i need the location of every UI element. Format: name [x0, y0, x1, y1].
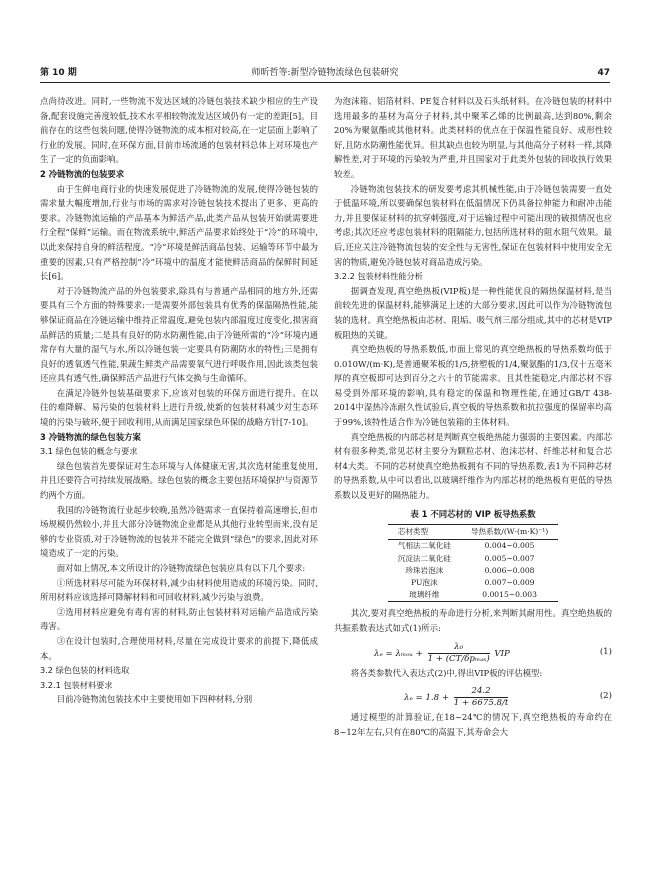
table-cell: 沉淀法二氧化硅	[397, 553, 451, 563]
data-table	[388, 524, 559, 602]
list-item: ③在设计包装时,合理使用材料,尽量在完成设计要求的前提下,降低成本。	[40, 635, 318, 661]
equation-number: (2)	[599, 691, 612, 702]
equation-lhs: λₑ = 1.8 +	[404, 693, 450, 704]
table-caption: 表 1 不同芯材的 VIP 板导热系数	[410, 508, 536, 519]
section-heading: 2 冷链物流的包装要求	[40, 168, 125, 179]
equation-tail: VIP	[494, 648, 510, 659]
right-column	[334, 94, 612, 854]
table-cell: 0.004~0.005	[484, 541, 535, 551]
equation-lhs: λₑ = λₘₒᵤ +	[374, 648, 423, 659]
list-item: ②选用材料应避免有毒有害的材料,防止包装材料对运输产品造成污染毒害。	[40, 606, 318, 632]
table-cell: 0.005~0.007	[484, 553, 535, 563]
paragraph: 面对如上情况,本文所设计的冷链物流绿色包装应具有以下几个要求:	[56, 563, 306, 573]
equation-numerator: λ₀	[428, 642, 490, 654]
running-header	[40, 64, 610, 83]
paragraph: 其次,要对真空绝热板的寿命进行分析,来判断其耐用性。真空绝热板的共振系数表达式如式(1)所示:	[334, 608, 612, 634]
issue-label: 第 10 期	[40, 68, 77, 78]
table-cell: 0.007~0.009	[484, 578, 535, 588]
paragraph: 在满足冷链外包装基础要求下,应该对包装的环保方面进行提升。在以往的难降解、易污染的包装材料上进行升级,使新的包装材料减少对生态环境的污染与破坏,便于回收利用,从而满足国家绿色环保的战略方针[7-10]。	[40, 387, 318, 428]
table-cell: 0.0015~0.003	[461, 589, 558, 602]
equation-fraction	[454, 686, 509, 709]
equation-denominator: 1 + (CT/δpₘₐₛ)	[427, 653, 490, 664]
paragraph: 据调查发现,真空绝热板(VIP板)是一种性能优良的隔热保温材料,是当前较先进的保温材料,能够满足上述的大部分要求,因此可以作为冷链物流包装的选材。真空绝热板由芯材、阻垢、吸气剂三部分组成,其中的芯材是VIP板阻热的关键。	[334, 285, 612, 340]
list-item: ①所选材料尽可能为环保材料,减少由材料使用造成的环境污染。同时,所用材料应该选择可降解材料和可回收材料,减少污染与浪费。	[40, 577, 318, 603]
table-cell: 珍珠岩泡沫	[405, 565, 444, 575]
table-cell: 0.006~0.008	[484, 565, 535, 575]
equation-fraction	[428, 642, 490, 665]
equation-1	[334, 636, 612, 666]
paragraph: 通过模型的計算验证,在18~24℃的情况下,真空绝热板的寿命约在8~12年左右,只有在80℃的高温下,其寿命会大	[334, 712, 612, 737]
paragraph: 对于冷链物流产品的外包装要求,除具有与普通产品相同的地方外,还需要具有三个方面的特殊要求:一是需要外部包装具有优秀的保温隔热性能,能够保证商品在冷链运输中维持正常温度,避免包装内部温度过度变化,损害商品鲜活的质量;二是具有良好的防水防潮性能,由于冷链所需的“冷”环境内通常存有大量的湿气与水,所以冷链包装一定要具有防潮防水的特性;三是拥有良好的透氧透气性能,果蔬生鲜类产品需要氧气进行呼吸作用,因此该类包装还应具有透气性,确保鲜活产品进行气体交换与生命循环。	[40, 285, 318, 384]
paragraph: 真空绝热板的内部芯材是判断真空板绝热能力强弱的主要因素。内部芯材有很多种类,常见芯材主要分为颗粒芯材、泡沫芯材、纤维芯材和复合芯材4大类。不同的芯材使真空绝热板拥有不同的导热系数,表1为不同种芯材的导热系数,从中可以看出,以玻璃纤维作为内部芯材的绝热板有更低的导热系数以及更好的隔热能力。	[334, 431, 612, 501]
paragraph: 目前冷链物流包装技术中主要使用如下四种材料,分别	[56, 694, 253, 705]
paragraph: 真空绝热板的导热系数低,市面上常见的真空绝热板的导热系数均低于0.010W/(m·K),是普通聚苯板的1/5,挤塑板的1/4,聚氨酯的1/3,仅十五毫米厚的真空板即可达到百分之六十的节能需求。且其性能稳定,内部芯材不容易受到外部环境的影响,具有稳定的保温和物理性能,在通过GB/T 438-2014中湿热冷冻耐久性试验后,真空板的导热系数和抗拉强度的保留率均高于99%,该特性适合作为冷链包装箱的主体材料。	[334, 344, 612, 428]
equation-numerator: 24.2	[454, 686, 509, 698]
table-cell: 玻璃纤维	[388, 589, 461, 602]
equation-denominator: 1 + 6675.8/t	[453, 698, 509, 709]
subsection-heading: 3.2.2 包装材料性能分析	[334, 271, 423, 282]
page-number: 47	[597, 68, 610, 78]
section-heading: 3 冷链物流的绿色包装方案	[40, 431, 141, 442]
table-header-cell: 导热系数/(W·(m·K)⁻¹)	[461, 525, 558, 540]
paragraph: 冷链物流包装技术的研发要考虑其机械性能,由于冷链包装需要一直处于低温环境,所以要确保包装材料在低温情况下仍具备拉伸能力和耐冲击能力,并且要保证材料的抗穿刺强度,对于运输过程中可能出现的破损情况也应考虑;其次还应考虑包装材料的阻隔能力,包括所选材料的阻水阻气效果。最后,还应关注冷链物流包装的安全性与无害性,保证在包装材料中使用安全无害的物质,避免冷链包装对商品造成污染。	[334, 183, 612, 267]
paragraph: 为泡沫箱、铝箔材料、PE复合材料以及石头纸材料。在冷链包装的材料中选用最多的基材为高分子材料,其中聚苯乙烯的比例最高,达到80%,剩余20%为聚氨酯或其他材料。此类材料的优点在于保温性能良好、成形性较好,且防水防潮性能优异。但其缺点也较为明显,与其他高分子材料一样,其降解性差,对于环境的污染较为严重,并且国家对于此类外包装的回收执行效果较差。	[334, 96, 612, 179]
table-row	[388, 553, 559, 565]
equation-number: (1)	[599, 646, 612, 657]
table-row	[388, 577, 559, 589]
table-row	[388, 565, 559, 577]
subsection-heading: 3.2 绿色包装的材料选取	[40, 665, 130, 676]
table-cell: PU泡沫	[411, 578, 438, 588]
table-row	[388, 589, 559, 602]
left-column	[40, 94, 318, 854]
running-title: 师昕哲等:新型冷链物流绿色包装研究	[251, 68, 399, 78]
paragraph: 点尚待改进。同时,一些物流不发达区域的冷链包装技术缺少相应的生产设备,配套设施完善度较低,技术水平相较物流发达区域仍有一定的差距[5]。目前存在的这些包装问题,使得冷链物流的成本相对较高,在一定层面上影响了行业的发展。同时,在环保方面,目前市场流通的包装材料总体上对环境也产生了一定的负面影响。	[40, 96, 318, 165]
paragraph: 绿色包装首先要保证对生态环境与人体健康无害,其次选材能重复使用,并且还要符合可持续发展战略。绿色包装的概念主要包括环境保护与资源节约两个方面。	[40, 460, 318, 501]
subsection-heading: 3.1 绿色包装的概念与要求	[40, 446, 138, 457]
table-row	[388, 540, 559, 553]
table-header-cell: 芯材类型	[388, 525, 461, 540]
equation-2	[334, 680, 612, 710]
subsection-heading: 3.2.1 包装材料要求	[40, 679, 113, 690]
paragraph: 由于生鲜电商行业的快速发展促进了冷链物流的发展,使得冷链包装的需求量大幅度增加,行业与市场的需求对冷链包装技术提出了更多、更高的要求。冷链物流运输的产品基本为鲜活产品,此类产品从包装开始就需要进行全程“保鲜”运输。而在物流系统中,鲜活产品要求始终处于“冷”的环境中,以此来保持自身的鲜活程度。“冷”环境是鲜活商品包装、运输等环节中最为重要的因素,只有严格控制“冷”环境中的温度才能使鲜活商品的保鲜时间延长[6]。	[40, 183, 318, 282]
paragraph: 将各类参数代入表达式(2)中,得出VIP板的评估模型:	[350, 667, 543, 678]
paragraph: 我国的冷链物流行业起步较晚,虽然冷链需求一直保持着高速增长,但市场规模仍然较小,并且大部分冷链物流企业都是从其他行业转型而来,没有足够的专业资质,对于冷链物流的包装并不能完全做到“绿色”的要求,因此对环境造成了一定的污染。	[40, 504, 318, 559]
table-cell: 气相法二氧化硅	[397, 541, 451, 551]
